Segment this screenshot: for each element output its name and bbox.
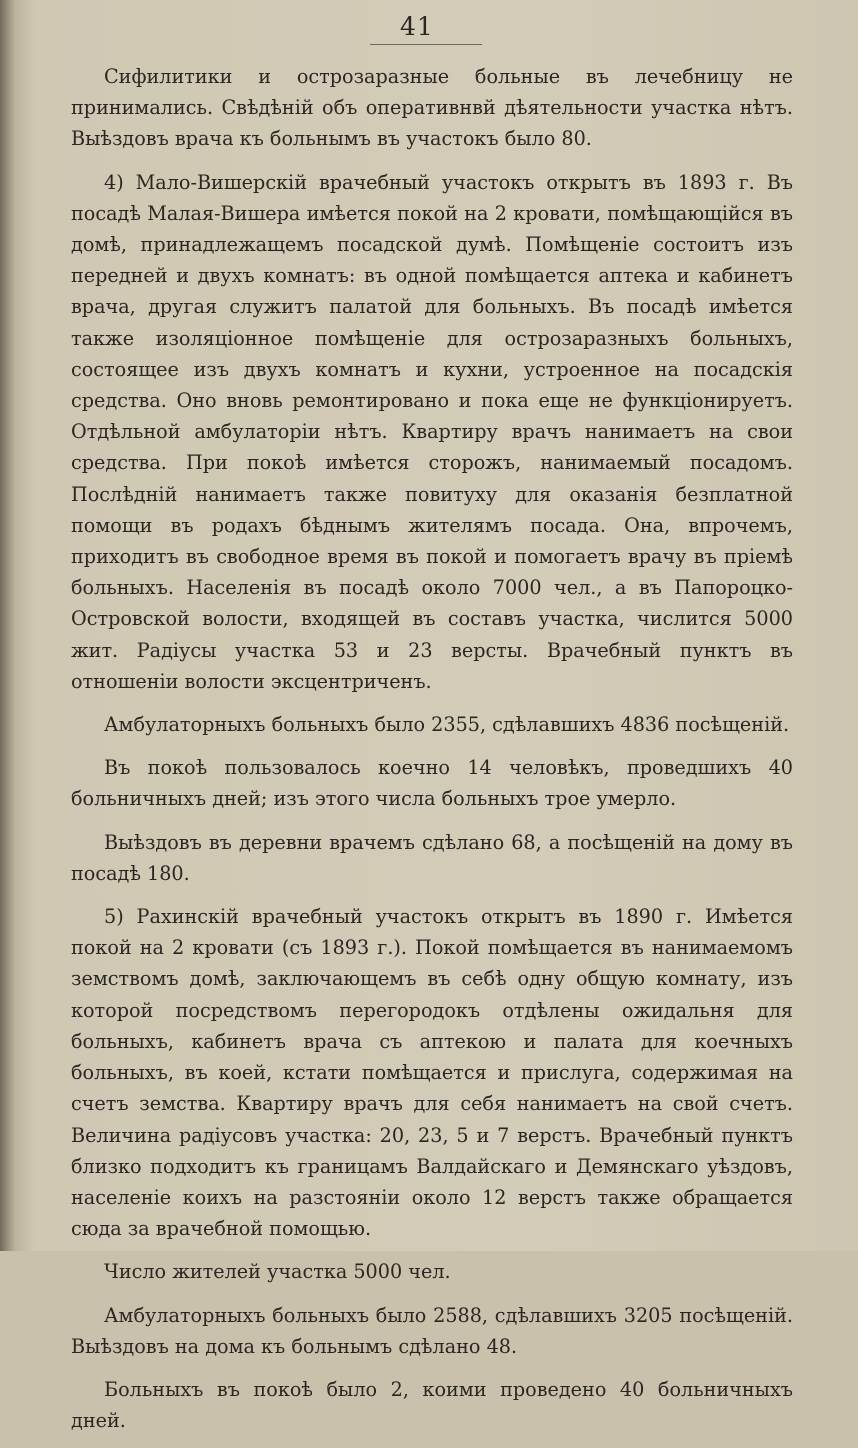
body-text: [71, 61, 793, 1448]
paragraph: Амбулаторныхъ больныхъ было 2355, сдѣлавшихъ 4836 посѣщеній.: [104, 713, 790, 737]
paragraph: Выѣздовъ въ деревни врачемъ сдѣлано 68, а посѣщеній на дому въ посадѣ 180.: [71, 830, 793, 885]
paragraph: Число жителей участка 5000 чел.: [104, 1260, 451, 1284]
paragraph: 4) Мало-Вишерскій врачебный участокъ открытъ въ 1893 г. Въ посадѣ Малая-Вишера имѣется покой на 2 кровати, помѣщающійся въ домѣ, принадлежащемъ посадской думѣ. Помѣщеніе состоитъ изъ передней и двухъ комнатъ: въ одной помѣщается аптека и кабинетъ врача, другая служитъ палатой для больныхъ. Въ посадѣ имѣется также изоляціонное помѣщеніе для острозаразныхъ больныхъ, состоящее изъ двухъ комнатъ и кухни, устроенное на посадскія средства. Оно вновь ремонтировано и пока еще не функціонируетъ. Отдѣльной амбулаторіи нѣтъ. Квартиру врачъ нанимаетъ на свои средства. При покоѣ имѣется сторожъ, нанимаемый посадомъ. Послѣдній нанимаетъ также повитуху для оказанія безплатной помощи въ родахъ бѣднымъ жителямъ посада. Она, впрочемъ, приходитъ въ свободное время въ покой и помогаетъ врачу въ пріемѣ больныхъ. Населенія въ посадѣ около 7000 чел., а въ Папороцко-Островской волости, входящей въ составъ участка, числится 5000 жит. Радіусы участка 53 и 23 версты. Врачебный пунктъ въ отношеніи волости эксцентриченъ.: [71, 170, 793, 693]
paragraph: Амбулаторныхъ больныхъ было 2588, сдѣлавшихъ 3205 посѣщеній. Выѣздовъ на дома къ больнымъ сдѣлано 48.: [71, 1303, 793, 1358]
paragraph: 5) Рахинскій врачебный участокъ открытъ въ 1890 г. Имѣется покой на 2 кровати (съ 1893 г.). Покой помѣщается въ нанимаемомъ земствомъ домѣ, заключающемъ въ себѣ одну общую комнату, изъ которой посредствомъ перегородокъ отдѣлены ожидальня для больныхъ, кабинетъ врача съ аптекою и палата для коечныхъ больныхъ, въ коей, кстати помѣщается и прислуга, содержимая на счетъ земства. Квартиру врачъ для себя нанимаетъ на свой счетъ. Величина радіусовъ участка: 20, 23, 5 и 7 верстъ. Врачебный пунктъ близко подходитъ къ границамъ Валдайскаго и Демянскаго уѣздовъ, населеніе коихъ на разстояніи около 12 верстъ также обращается сюда за врачебной помощью.: [71, 905, 793, 1241]
paragraph: Больныхъ въ покоѣ было 2, коими проведено 40 больничныхъ дней.: [71, 1377, 793, 1433]
paragraph: Сифилитики и острозаразные больные въ лечебницу не принимались. Свѣдѣній объ оперативнвй дѣятельности участка нѣтъ. Выѣздовъ врача къ больнымъ въ участокъ было 80.: [71, 65, 793, 151]
header-rule: [370, 44, 482, 45]
paragraph: Въ покоѣ пользовалось коечно 14 человѣкъ, проведшихъ 40 больничныхъ дней; изъ этого числа больныхъ трое умерло.: [71, 756, 793, 811]
page-number: 41: [400, 12, 434, 41]
book-spine-edge: [0, 0, 14, 1251]
